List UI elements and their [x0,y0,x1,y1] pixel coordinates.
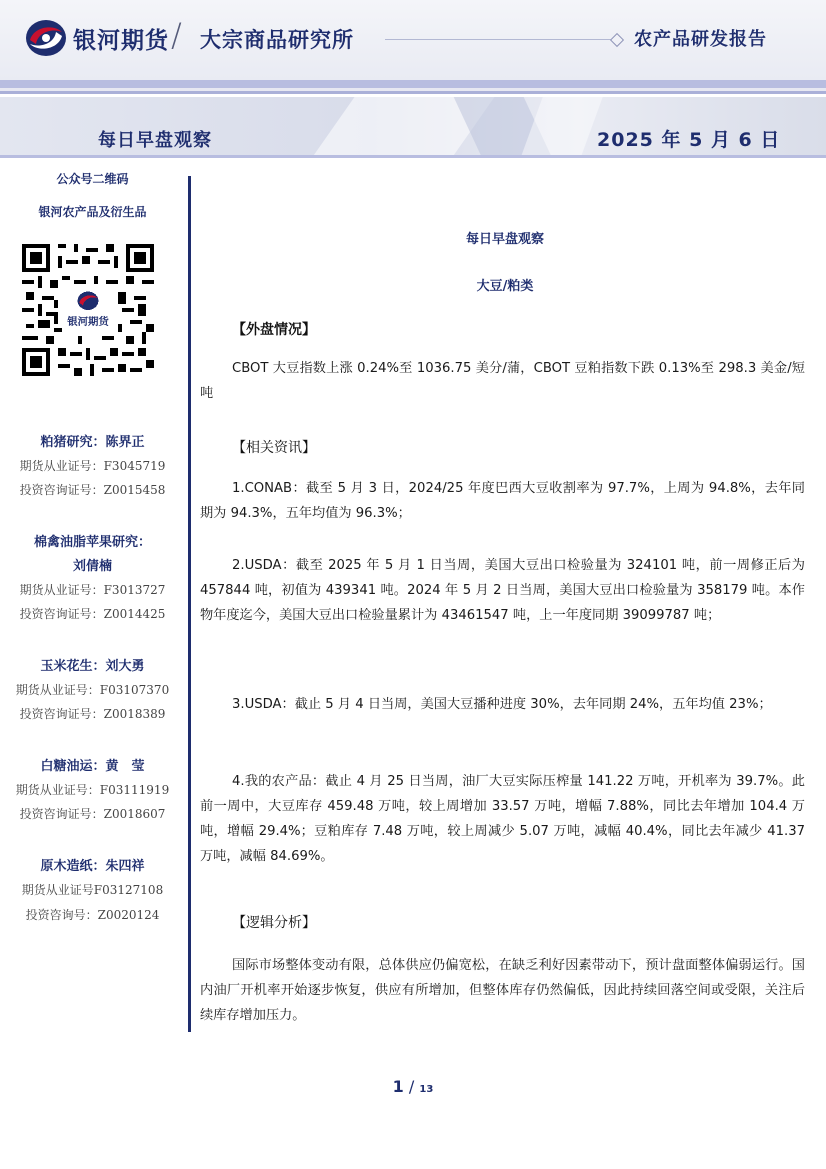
header-stripe [0,80,826,88]
galaxy-futures-logo-icon [24,18,68,58]
page-separator: / [408,1077,415,1096]
page-current: 1 [392,1077,404,1096]
analyst-role: 玉米花生：刘大勇 [40,659,145,674]
license-line: 投资咨询证号：Z0015458 [19,483,166,497]
report-header [0,0,826,80]
license-line: 期货从业证号：F03107370 [15,683,170,697]
paragraph: 3.USDA：截止 5 月 4 日当周，美国大豆播种进度 30%，去年同期 24%，五年均值 23%； [232,697,772,712]
section-title: 【逻辑分析】 [232,915,316,931]
header-slash: / [171,16,182,54]
diamond-ornament-icon [610,33,624,47]
analyst-role: 白糖油运：黄 莹 [40,759,145,774]
license-line: 期货从业证号：F03111919 [15,783,170,797]
license-line: 投资咨询证号：Z0014425 [19,607,166,621]
analyst-role: 粕猪研究：陈界正 [40,435,145,450]
title-underline [0,155,826,158]
report-type: 农产品研发报告 [634,29,767,50]
license-line: 投资咨询证号：Z0018607 [19,807,166,821]
section-title: 【相关资讯】 [232,440,316,456]
institute-name: 大宗商品研究所 [200,28,354,52]
analyst-role: 原木造纸：朱四祥 [40,859,145,874]
header-stripe [0,91,826,94]
page-number [0,1077,826,1096]
qr-account-name: 银河农产品及衍生品 [38,205,147,219]
paragraph: 国际市场整体变动有限，总体供应仍偏宽松，在缺乏利好因素带动下，预计盘面整体偏弱运行。国内油厂开机率开始逐步恢复，供应有所增加，但整体库存仍然偏低，因此持续回落空间或受限，关注后续库存增加压力。 [200,958,805,1023]
header-rule [385,39,615,40]
license-line: 投资咨询证号：Z0018389 [19,707,166,721]
qr-logo-label: 银河期货 [67,315,109,328]
page-total: 13 [419,1084,434,1095]
page-title: 每日早盘观察 [98,130,212,151]
license-line: 期货从业证号：F3045719 [19,459,166,473]
license-line: 期货从业证号F03127108 [21,883,164,897]
analyst-name: 刘倩楠 [72,559,112,574]
content-subheading: 大豆/粕类 [476,279,534,294]
report-date: 2025 年 5 月 6 日 [597,129,781,151]
qr-caption: 公众号二维码 [56,172,129,186]
paragraph: 1.CONAB：截至 5 月 3 日，2024/25 年度巴西大豆收割率为 97.7%，上周为 94.8%，去年同期为 94.3%，五年均值为 96.3%； [200,481,805,521]
sidebar-divider [188,176,191,1032]
analyst-role: 棉禽油脂苹果研究： [33,535,151,550]
paragraph: 2.USDA：截至 2025 年 5 月 1 日当周，美国大豆出口检验量为 324101 吨，前一周修正后为 457844 吨，初值为 439341 吨。2024 年 5 月 2 日当周，美国大豆出口检验量为 358179 吨。本作物年度迄今，美国大豆出口检验量累计为 43461547 吨，上一年度同期 39099787 吨； [200,558,805,623]
license-line: 投资咨询号：Z0020124 [25,908,160,922]
paragraph: 4.我的农产品：截止 4 月 25 日当周，油厂大豆实际压榨量 141.22 万吨，开机率为 39.7%。此前一周中，大豆库存 459.48 万吨，较上周增加 33.57 万吨，增幅 7.88%，同比去年增加 104.4 万吨，增幅 29.4%；豆粕库存 7.48 万吨，较上周减少 5.07 万吨，减幅 40.4%，同比去年减少 41.37 万吨，减幅 84.69%。 [200,774,805,864]
brand-name: 银河期货 [73,28,169,54]
license-line: 期货从业证号：F3013727 [19,583,166,597]
content-heading: 每日早盘观察 [465,232,544,247]
qr-code-icon [22,244,154,376]
section-title: 【外盘情况】 [232,322,316,338]
paragraph: CBOT 大豆指数上涨 0.24%至 1036.75 美分/蒲，CBOT 豆粕指数下跌 0.13%至 298.3 美金/短吨 [200,361,805,401]
